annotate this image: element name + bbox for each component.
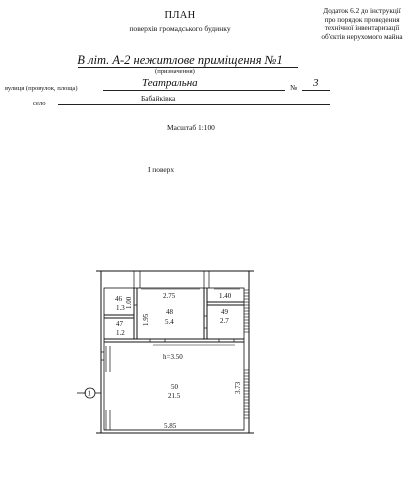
number-label: № (290, 83, 298, 92)
floor-label: І поверх (148, 165, 175, 174)
document-subtitle: поверхів громадського будинку (129, 24, 231, 33)
scale-label: Масштаб 1:100 (167, 123, 215, 132)
village-label: село (33, 100, 46, 107)
left-wall-opening (101, 346, 110, 430)
room-48-id: 48 (166, 308, 173, 316)
dim-top-left: 2.75 (163, 292, 176, 300)
top-wall-features (134, 271, 209, 288)
number-value: 3 (313, 77, 319, 89)
annex-line-1: Додаток 6.2 до інструкції (323, 7, 401, 15)
ceiling-height: h=3.50 (163, 353, 183, 361)
document-title: ПЛАН (164, 10, 196, 21)
room-47-id: 47 (116, 320, 123, 328)
object-name: В літ. А-2 нежитлове приміщення №1 (77, 53, 283, 67)
village-value: Бабайківка (141, 94, 176, 103)
annex-line-3: технічної інвентаризації (324, 24, 400, 33)
room-50-id: 50 (171, 383, 178, 391)
annex-line-4: об'єктів нерухомого майна (321, 32, 403, 41)
object-name-caption: (призначення) (155, 68, 195, 75)
room-48-area: 5.4 (165, 318, 174, 326)
room-46-id: 46 (115, 295, 122, 303)
dim-top-right: 1.40 (219, 292, 232, 300)
right-wall-windows (244, 290, 249, 418)
dim-left-vertical: 1.95 (142, 313, 150, 326)
room-49-id: 49 (221, 308, 228, 316)
room-50-area: 21.5 (168, 392, 181, 400)
street-value: Театральна (142, 77, 198, 89)
room-49-area: 2.7 (220, 317, 229, 325)
annex-line-2: про порядок проведення (324, 15, 400, 24)
room-46-side: 1.00 (125, 296, 133, 309)
room-46-area: 1.3 (116, 304, 125, 312)
dim-right-vertical: 3.73 (234, 381, 242, 394)
street-label: вулиця (провулок, площа) (5, 85, 78, 92)
dim-bottom: 5.85 (164, 422, 177, 430)
axis-marker-label: 1 (87, 389, 91, 398)
room-47-area: 1.2 (116, 329, 125, 337)
